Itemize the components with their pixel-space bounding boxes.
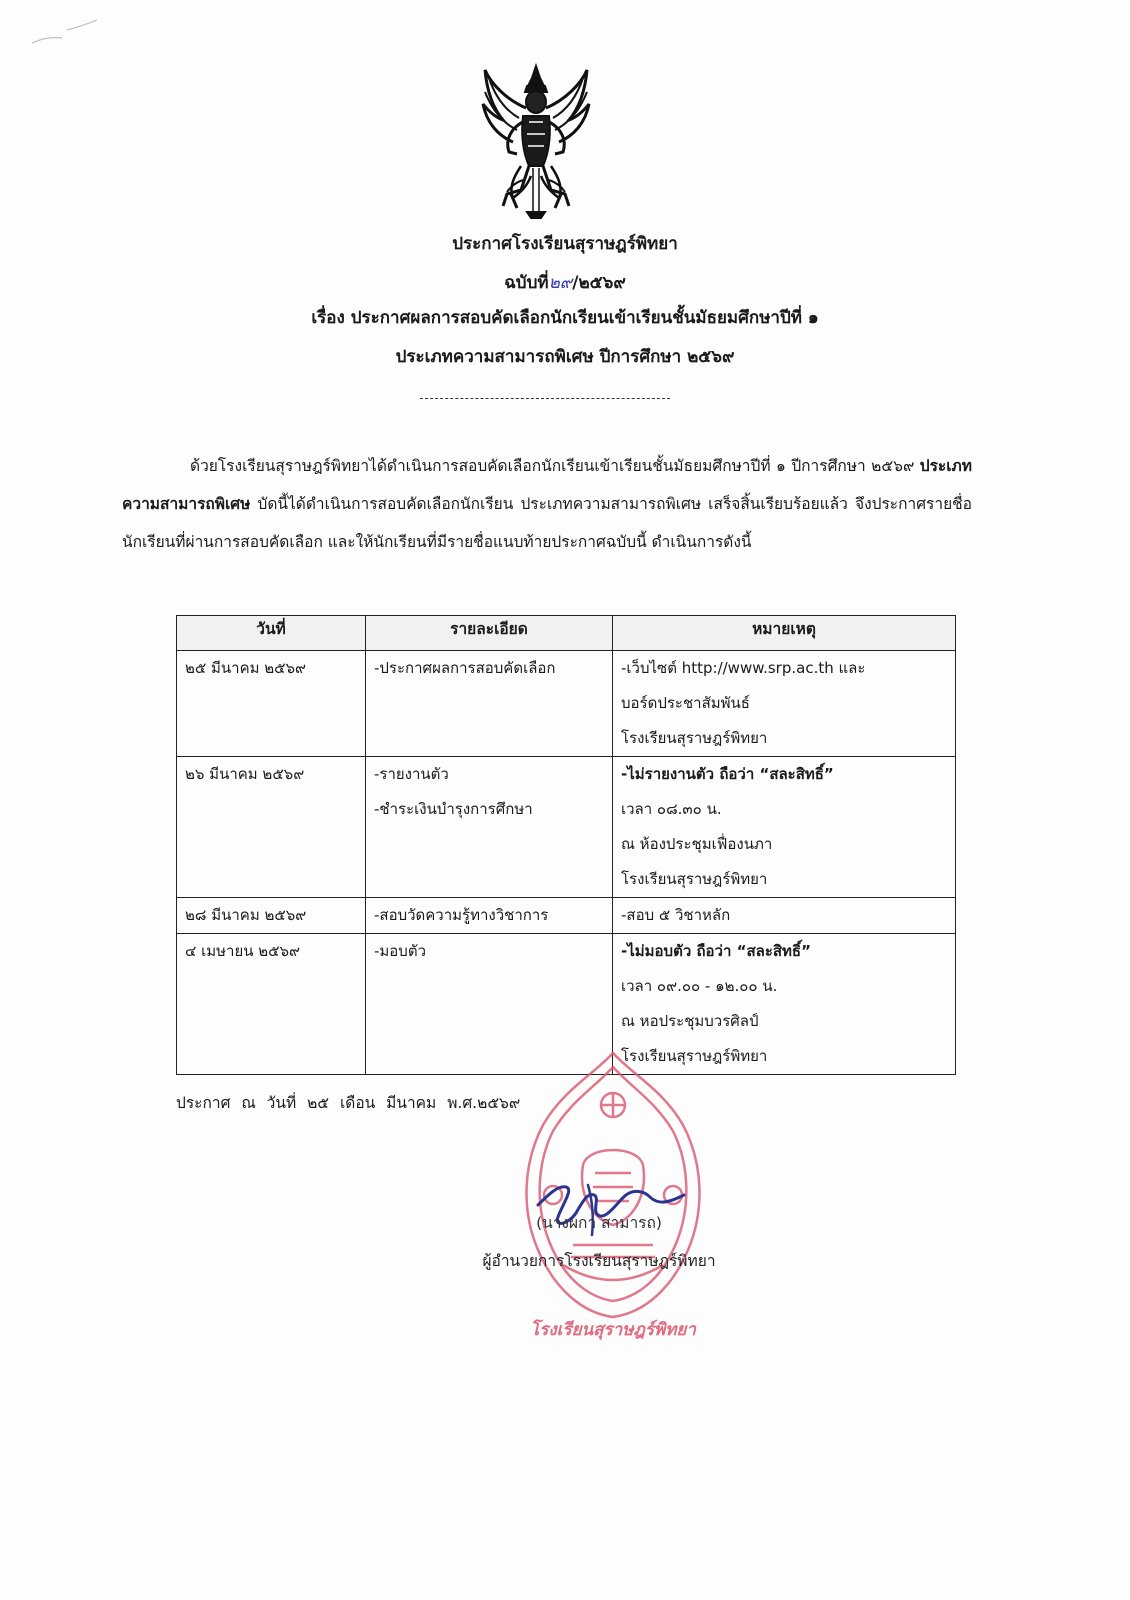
header-date: วันที่: [177, 616, 366, 651]
remark-line: เวลา ๐๘.๓๐ น.: [621, 800, 722, 818]
signer-title: ผู้อำนวยการโรงเรียนสุราษฎร์พิทยา: [482, 1252, 716, 1270]
row-details: [366, 651, 613, 757]
table-row: [177, 898, 956, 934]
remark-bold: -ไม่รายงานตัว ถือว่า “สละสิทธิ์”: [621, 765, 834, 783]
row-date: ๒๖ มีนาคม ๒๕๖๙: [177, 757, 366, 898]
remark-line: โรงเรียนสุราษฎร์พิทยา: [621, 870, 768, 888]
schedule-table: [176, 615, 956, 1075]
row-remarks: [613, 651, 956, 757]
row-date: ๒๘ มีนาคม ๒๕๖๙: [177, 898, 366, 934]
announcement-number: [0, 271, 1130, 295]
header-remarks: หมายเหตุ: [613, 616, 956, 651]
header-divider: [420, 398, 670, 399]
row-details: [366, 898, 613, 934]
announcement-date: ประกาศ ณ วันที่ ๒๕ เดือน มีนาคม พ.ศ.๒๕๖๙: [176, 1094, 521, 1112]
detail-line: -ชำระเงินบำรุงการศึกษา: [374, 800, 533, 818]
remark-line: บอร์ดประชาสัมพันธ์: [621, 694, 750, 712]
detail-line: -ประกาศผลการสอบคัดเลือก: [374, 659, 556, 677]
subject-line: เรื่อง ประกาศผลการสอบคัดเลือกนักเรียนเข้าเรียนชั้นมัธยมศึกษาปีที่ ๑: [311, 308, 819, 328]
scan-mark: [22, 8, 112, 53]
garuda-emblem-icon: [477, 62, 595, 220]
row-date: ๒๕ มีนาคม ๒๕๖๙: [177, 651, 366, 757]
remark-line: เวลา ๐๙.๐๐ - ๑๒.๐๐ น.: [621, 977, 778, 995]
remark-line: โรงเรียนสุราษฎร์พิทยา: [621, 729, 768, 747]
intro-text-1: ด้วยโรงเรียนสุราษฎร์พิทยาได้ดำเนินการสอบคัดเลือกนักเรียนเข้าเรียนชั้นมัธยมศึกษาปีที่ ๑ ปีการศึกษา ๒๕๖๙: [190, 457, 920, 475]
detail-line: -มอบตัว: [374, 942, 426, 960]
detail-line: -รายงานตัว: [374, 765, 449, 783]
row-date: ๔ เมษายน ๒๕๖๙: [177, 934, 366, 1075]
remark-line: -สอบ ๕ วิชาหลัก: [621, 906, 731, 924]
detail-line: -สอบวัดความรู้ทางวิชาการ: [374, 906, 549, 924]
org-title: ประกาศโรงเรียนสุราษฎร์พิทยา: [452, 234, 678, 254]
remark-bold: -ไม่มอบตัว ถือว่า “สละสิทธิ์”: [621, 942, 811, 960]
intro-paragraph: [122, 447, 972, 561]
subject-line-2: ประเภทความสามารถพิเศษ ปีการศึกษา ๒๕๖๙: [395, 347, 735, 367]
remark-line: ณ ห้องประชุมเฟื่องนภา: [621, 835, 773, 853]
row-remarks: [613, 898, 956, 934]
table-header-row: [177, 616, 956, 651]
number-suffix: /๒๕๖๙: [572, 273, 626, 293]
header-details: รายละเอียด: [366, 616, 613, 651]
intro-text-bold: ประเภทความสามารถพิเศษ: [122, 457, 972, 513]
table-row: [177, 757, 956, 898]
remark-line: -เว็บไซต์ http://www.srp.ac.th และ: [621, 659, 866, 677]
remark-line: ณ หอประชุมบวรศิลป์: [621, 1012, 759, 1030]
handwritten-number: ๒๙: [548, 273, 573, 293]
signer-name: (นางผกา สามารถ): [536, 1214, 662, 1232]
number-prefix: ฉบับที่: [504, 273, 549, 293]
stamp-text: โรงเรียนสุราษฎร์พิทยา: [530, 1320, 696, 1340]
table-row: [177, 651, 956, 757]
row-details: [366, 757, 613, 898]
row-remarks: [613, 757, 956, 898]
intro-text-2: บัดนี้ได้ดำเนินการสอบคัดเลือกนักเรียน ประเภทความสามารถพิเศษ เสร็จสิ้นเรียบร้อยแล้ว จึงประกาศรายชื่อนักเรียนที่ผ่านการสอบคัดเลือก และให้นักเรียนที่มีรายชื่อแนบท้ายประกาศฉบับนี้ ดำเนินการดังนี้: [122, 495, 972, 551]
remark-line: โรงเรียนสุราษฎร์พิทยา: [621, 1047, 768, 1065]
